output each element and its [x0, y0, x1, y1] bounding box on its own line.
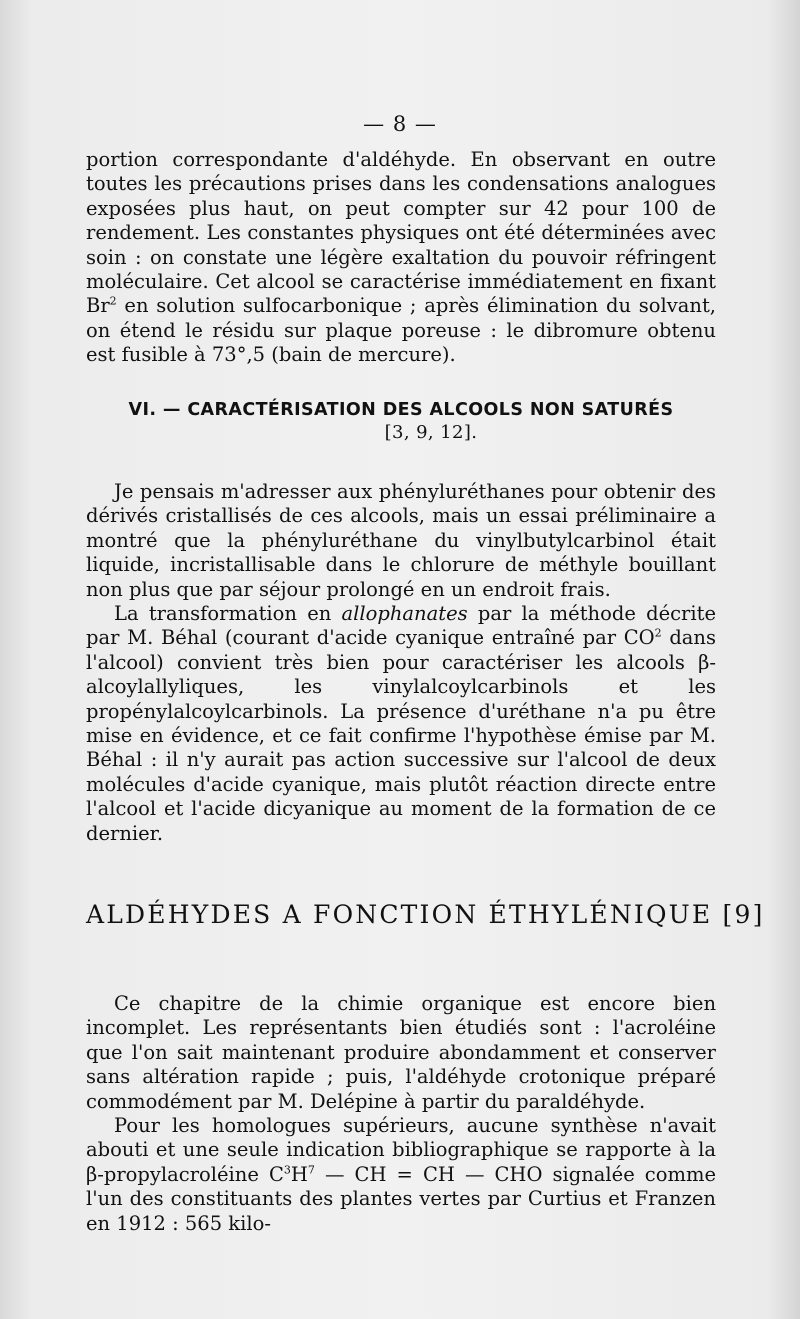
paragraph-chapitre [86, 992, 716, 1236]
superscript-br: 2 [109, 294, 117, 308]
page-number: — 8 — [363, 112, 437, 136]
paragraph-allophanates [86, 602, 716, 846]
chapter-title [86, 900, 765, 929]
paragraph-homologues [86, 1114, 716, 1236]
paragraph-intro-text-b: en solution sulfocarbonique ; après élimination du solvant, on étend le résidu sur plaque poreuse : le dibromure obtenu est fusible à 73°,5 (bain de mercure). [86, 294, 716, 367]
superscript-c3: 3 [283, 1163, 291, 1177]
paragraph-allophanates-text-b: par la méthode décrite par M. Béhal (courant d'acide cyanique entraîné par CO [86, 602, 716, 650]
superscript-h7: 7 [307, 1163, 315, 1177]
chapter-title-text: ALDÉHYDES A FONCTION ÉTHYLÉNIQUE [86, 900, 713, 929]
section-heading-vi [86, 400, 716, 443]
superscript-co2: 2 [654, 626, 662, 640]
paragraph-phenylurethanes [86, 480, 716, 846]
paragraph-allophanates-text-c: dans l'alcool) convient très bien pour caractériser les alcools β-alcoylallyliques, les vinylalcoylcarbinols et les propénylalcoylcarbinols. La présence d'uréthane n'a pu être mise en évidence, et ce fait confirme l'hypothèse émise par M. Béhal : il n'y aurait pas action successive sur l'alcool de deux molécules d'acide cyanique, mais plutôt réaction directe entre l'alcool et l'acide dicyanique au moment de la formation de ce dernier. [86, 626, 716, 845]
paragraph-allophanates-text-a: La transformation en [114, 602, 342, 626]
paragraph-homologues-text-h: H [290, 1162, 308, 1186]
allophanates-term: allophanates [341, 602, 468, 626]
paragraph-homologues-text-a: Pour les homologues supérieurs, aucune synthèse n'avait abouti et une seule indication bibliographique se rapporte à la β-propylacroléine C [86, 1114, 716, 1186]
section-title: VI. — CARACTÉRISATION DES ALCOOLS NON SATURÉS [128, 400, 674, 420]
paragraph-intro [86, 148, 716, 368]
chapter-title-ref: [9] [722, 900, 765, 929]
section-refs: [3, 9, 12]. [384, 422, 478, 443]
paragraph-chapitre-text: Ce chapitre de la chimie organique est encore bien incomplet. Les représentants bien étudiés sont : l'acroléine que l'on sait maintenant produire abondamment et conserver sans altération rapide ; puis, l'aldéhyde crotonique préparé commodément par M. Delépine à partir du paraldéhyde. [86, 992, 716, 1113]
paragraph-homologues-text-b: — CH = CH — CHO signalée comme l'un des constituants des plantes vertes par Curtius et Franzen en 1912 : 565 kilo- [86, 1162, 716, 1235]
paragraph-intro-text-a: portion correspondante d'aldéhyde. En observant en outre toutes les précautions prises dans les condensations analogues exposées plus haut, on peut compter sur 42 pour 100 de rendement. Les constantes physiques ont été déterminées avec soin : on constate une légère exaltation du pouvoir réfringent moléculaire. Cet alcool se caractérise immédiatement en fixant Br [86, 148, 716, 318]
paragraph-phenylurethanes-text: Je pensais m'adresser aux phényluréthanes pour obtenir des dérivés cristallisés de ces alcools, mais un essai préliminaire a montré que la phényluréthane du vinylbutylcarbinol était liquide, incristallisable dans le chlorure de méthyle bouillant non plus que par séjour prolongé en un endroit frais. [86, 480, 716, 601]
